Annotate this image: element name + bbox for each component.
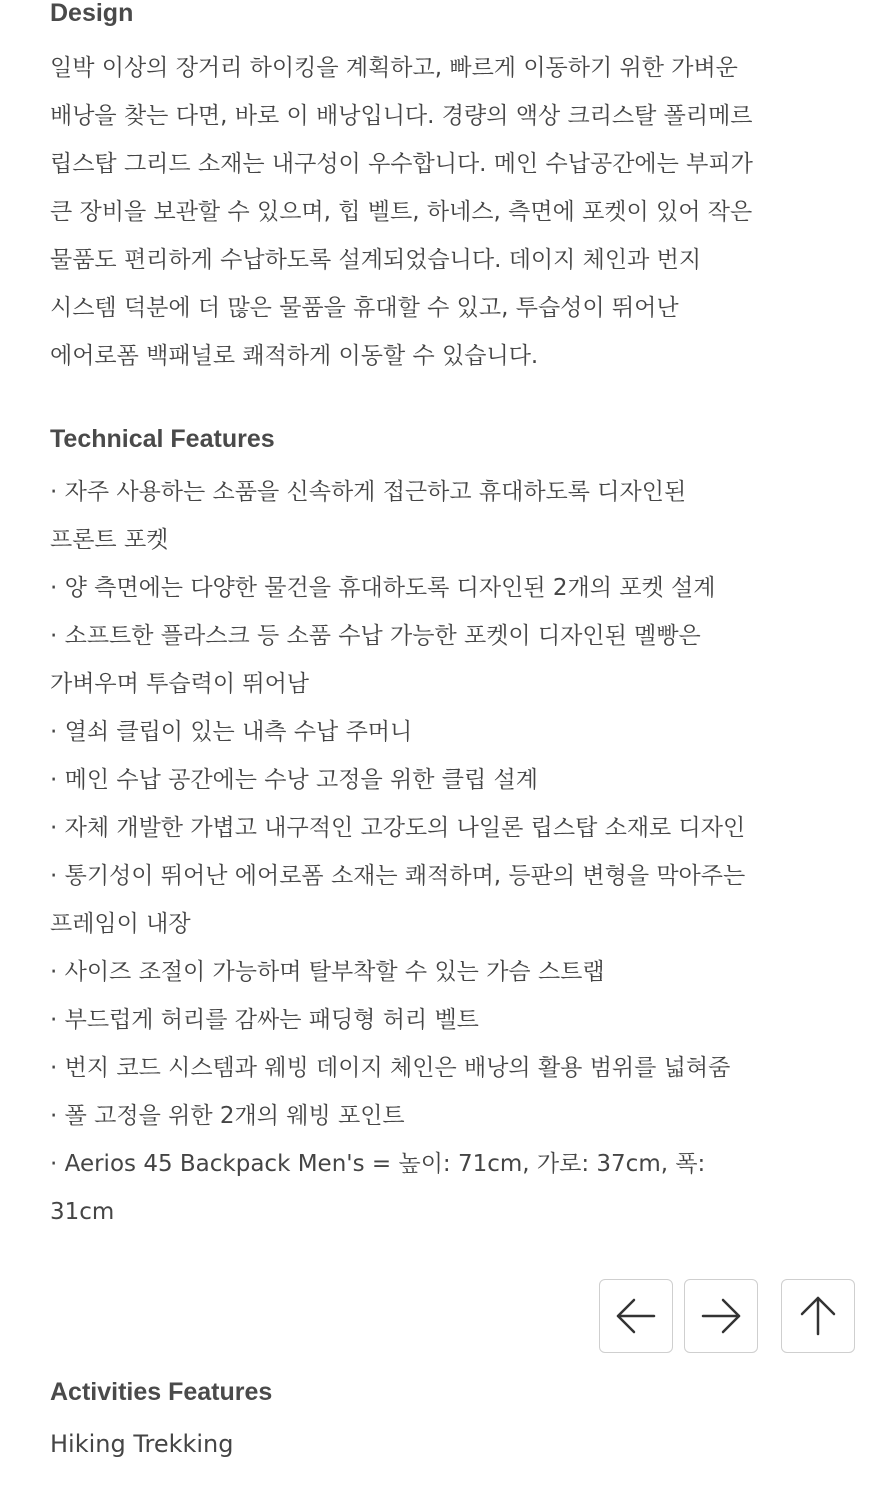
technical-features-list	[50, 468, 760, 1236]
technical-features-heading: Technical Features	[50, 425, 275, 453]
feature-item: · 소프트한 플라스크 등 소품 수납 가능한 포켓이 디자인된 멜빵은 가벼우며 투습력이 뛰어남	[50, 623, 701, 697]
feature-item: · 부드럽게 허리를 감싸는 패딩형 허리 벨트	[50, 1007, 479, 1033]
feature-item: · 열쇠 클립이 있는 내측 수납 주머니	[50, 719, 413, 745]
feature-item: · Aerios 45 Backpack Men's = 높이: 71cm, 가로: 37cm, 폭: 31cm	[50, 1151, 706, 1225]
next-button[interactable]	[684, 1279, 758, 1353]
feature-item: · 메인 수납 공간에는 수낭 고정을 위한 클립 설계	[50, 767, 538, 793]
arrow-up-icon	[796, 1294, 840, 1338]
prev-button[interactable]	[599, 1279, 673, 1353]
feature-item: · 통기성이 뛰어난 에어로폼 소재는 쾌적하며, 등판의 변형을 막아주는 프레임이 내장	[50, 863, 746, 937]
feature-item: · 자주 사용하는 소품을 신속하게 접근하고 휴대하도록 디자인된 프론트 포켓	[50, 479, 687, 553]
design-heading: Design	[50, 0, 134, 27]
feature-item: · 자체 개발한 가볍고 내구적인 고강도의 나일론 립스탑 소재로 디자인	[50, 815, 746, 841]
activities-features-value: Hiking Trekking	[50, 1430, 234, 1458]
feature-item: · 폴 고정을 위한 2개의 웨빙 포인트	[50, 1103, 405, 1129]
design-description: 일박 이상의 장거리 하이킹을 계획하고, 빠르게 이동하기 위한 가벼운 배낭을 찾는 다면, 바로 이 배낭입니다. 경량의 액상 크리스탈 폴리메르 립스탑 그리드 소재는 내구성이 우수합니다. 메인 수납공간에는 부피가 큰 장비을 보관할 수 있으며, 힙 벨트, 하네스, 측면에 포켓이 있어 작은 물품도 편리하게 수납하도록 설계되었습니다. 데이지 체인과 번지 시스템 덕분에 더 많은 물품을 휴대할 수 있고, 투습성이 뛰어난 에어로폼 백패널로 쾌적하게 이동할 수 있습니다.	[50, 55, 753, 369]
scroll-to-top-button[interactable]	[781, 1279, 855, 1353]
feature-item: · 사이즈 조절이 가능하며 탈부착할 수 있는 가슴 스트랩	[50, 959, 605, 985]
arrow-left-icon	[614, 1294, 658, 1338]
arrow-right-icon	[699, 1294, 743, 1338]
feature-item: · 양 측면에는 다양한 물건을 휴대하도록 디자인된 2개의 포켓 설계	[50, 575, 716, 601]
feature-item: · 번지 코드 시스템과 웨빙 데이지 체인은 배낭의 활용 범위를 넓혀줌	[50, 1055, 731, 1081]
activities-features-heading: Activities Features	[50, 1378, 273, 1406]
